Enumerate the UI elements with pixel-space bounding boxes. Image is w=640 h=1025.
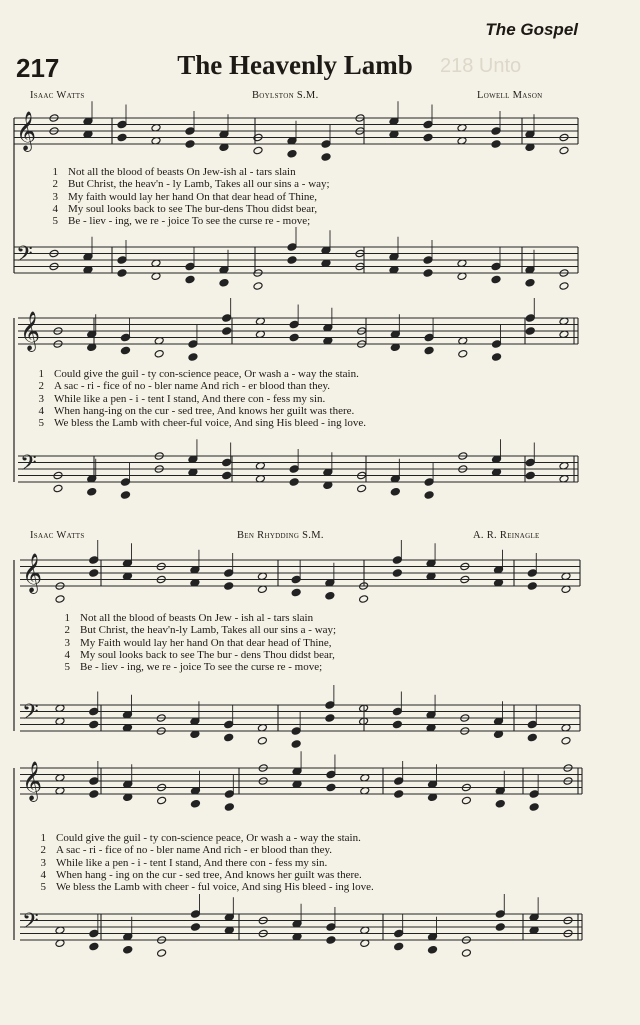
- note: [392, 707, 402, 716]
- note: [224, 790, 234, 799]
- verse-line: 4 When hang - ing on the cur - sed tree, And knows her guilt was there.: [40, 868, 362, 881]
- note: [394, 942, 404, 951]
- bass-clef-icon: 𝄢: [22, 700, 39, 730]
- note: [321, 153, 331, 162]
- verse-line: 1 Not all the blood of beasts On Jew-ish al - tars slain: [52, 166, 296, 178]
- note: [224, 733, 234, 742]
- note: [326, 783, 336, 792]
- note: [525, 278, 535, 287]
- note: [492, 340, 502, 349]
- verse-line: 3 While like a pen - i - tent I stand, And there con - fess my sin.: [38, 392, 326, 405]
- note: [287, 243, 297, 252]
- verse-block: [44, 166, 330, 227]
- note: [117, 120, 127, 129]
- treble-clef-icon: 𝄞: [16, 111, 37, 151]
- note: [291, 575, 301, 584]
- section-title: The Gospel: [485, 20, 578, 39]
- note: [120, 333, 130, 342]
- note: [120, 491, 130, 500]
- note: [326, 923, 336, 932]
- note: [495, 910, 505, 919]
- verse-block: [32, 832, 374, 893]
- note: [222, 327, 232, 336]
- lyricist-credit: Isaac Watts: [30, 530, 85, 541]
- note: [291, 588, 301, 597]
- note: [392, 569, 402, 578]
- note: [190, 923, 200, 932]
- verse-line: 5 We bless the Lamb with cheer - ful voice, And sing His bleed - ing love.: [40, 881, 374, 894]
- note: [123, 945, 133, 954]
- verse-line: 2 A sac - ri - fice of no - bler name And rich - er blood than they.: [38, 380, 331, 393]
- note: [423, 269, 433, 278]
- verse-line: 4 My soul looks back to see The bur-dens Thou didst bear,: [52, 202, 318, 215]
- note: [525, 471, 535, 480]
- note: [89, 790, 99, 799]
- note: [461, 949, 471, 958]
- bleed-through-text: 218 Unto: [440, 55, 522, 77]
- note: [491, 140, 501, 149]
- note: [495, 799, 505, 808]
- note: [89, 569, 99, 578]
- note: [424, 478, 434, 487]
- note: [423, 120, 433, 129]
- verse-line: 2 A sac - ri - fice of no - bler name And rich - er blood than they.: [40, 844, 333, 857]
- note: [190, 910, 200, 919]
- note: [527, 569, 537, 578]
- note: [321, 140, 331, 149]
- note: [289, 320, 299, 329]
- note: [495, 923, 505, 932]
- note: [529, 803, 539, 812]
- note: [287, 149, 297, 158]
- note: [87, 487, 97, 496]
- note: [525, 314, 535, 323]
- note: [423, 133, 433, 142]
- note: [325, 714, 335, 723]
- note: [222, 471, 232, 480]
- note: [89, 777, 99, 786]
- note: [291, 727, 301, 736]
- note: [224, 569, 234, 578]
- note: [326, 770, 336, 779]
- note: [561, 736, 571, 745]
- verse-line: 1 Could give the guil - ty con-science peace, Or wash a - way the stain.: [40, 832, 361, 844]
- note: [525, 327, 535, 336]
- note: [527, 720, 537, 729]
- hymn-title: The Heavenly Lamb: [177, 50, 413, 80]
- hymn-number: 217: [16, 53, 60, 83]
- note: [529, 790, 539, 799]
- verse-line: 3 My Faith would lay her hand On that dear head of Thine,: [64, 636, 332, 649]
- note: [219, 278, 229, 287]
- note: [224, 582, 234, 591]
- verse-line: 3 My faith would lay her hand On that dear head of Thine,: [52, 190, 318, 203]
- note: [491, 275, 501, 284]
- composer-credit: A. R. Reinagle: [473, 530, 540, 541]
- note: [89, 556, 99, 565]
- note: [491, 127, 501, 136]
- note: [253, 282, 263, 291]
- tune-name: Ben Rhydding S.M.: [237, 530, 324, 541]
- note: [222, 458, 232, 467]
- note: [120, 346, 130, 355]
- verse-line: 1 Could give the guil - ty con-science peace, Or wash a - way the stain.: [38, 368, 359, 380]
- note: [392, 720, 402, 729]
- note: [224, 720, 234, 729]
- note: [287, 256, 297, 265]
- note: [188, 340, 198, 349]
- verse-line: 2 But Christ, the heav'n - ly Lamb, Takes all our sins a - way;: [52, 178, 330, 191]
- note: [428, 945, 438, 954]
- note: [55, 595, 65, 604]
- note: [185, 275, 195, 284]
- note: [257, 736, 267, 745]
- note: [559, 146, 569, 155]
- note: [325, 591, 335, 600]
- note: [359, 595, 369, 604]
- note: [53, 484, 63, 493]
- note: [188, 353, 198, 362]
- note: [89, 929, 99, 938]
- note: [120, 478, 130, 487]
- verse-line: 1 Not all the blood of beasts On Jew - ish al - tars slain: [64, 612, 314, 624]
- note: [392, 556, 402, 565]
- note: [461, 796, 471, 805]
- note: [253, 146, 263, 155]
- composer-credit: Lowell Mason: [477, 90, 543, 101]
- verse-line: 3 While like a pen - i - tent I stand, And there con - fess my sin.: [40, 856, 328, 869]
- note: [89, 707, 99, 716]
- note: [326, 936, 336, 945]
- lyricist-credit: Isaac Watts: [30, 90, 85, 101]
- note: [559, 282, 569, 291]
- note: [394, 790, 404, 799]
- note: [289, 478, 299, 487]
- note: [527, 733, 537, 742]
- note: [154, 349, 164, 358]
- note: [394, 929, 404, 938]
- verse-line: 2 But Christ, the heav'n-ly Lamb, Takes all our sins a - way;: [64, 624, 337, 637]
- note: [525, 458, 535, 467]
- treble-clef-icon: 𝄞: [20, 311, 41, 351]
- verse-block: [30, 368, 366, 429]
- note: [185, 262, 195, 271]
- note: [390, 487, 400, 496]
- note: [492, 353, 502, 362]
- bass-clef-icon: 𝄢: [22, 909, 39, 939]
- note: [289, 465, 299, 474]
- note: [190, 799, 200, 808]
- treble-clef-icon: 𝄞: [22, 553, 43, 593]
- note: [424, 491, 434, 500]
- note: [423, 256, 433, 265]
- note: [527, 582, 537, 591]
- note: [117, 269, 127, 278]
- note: [89, 720, 99, 729]
- note: [224, 803, 234, 812]
- treble-clef-icon: 𝄞: [22, 761, 43, 801]
- note: [394, 777, 404, 786]
- note: [325, 701, 335, 710]
- bass-clef-icon: 𝄢: [20, 451, 37, 481]
- note: [157, 949, 167, 958]
- verse-line: 5 Be - liev - ing, we re - joice To see the curse re - move;: [64, 661, 323, 674]
- note: [458, 349, 468, 358]
- bass-clef-icon: 𝄢: [16, 242, 33, 272]
- verse-line: 4 When hang-ing on the cur - sed tree, And knows her guilt was there.: [38, 404, 355, 417]
- note: [289, 333, 299, 342]
- tune-name: Boylston S.M.: [252, 90, 319, 101]
- note: [117, 133, 127, 142]
- note: [424, 333, 434, 342]
- note: [424, 346, 434, 355]
- note: [222, 314, 232, 323]
- note: [185, 140, 195, 149]
- verse-block: [56, 612, 336, 673]
- note: [157, 796, 167, 805]
- note: [291, 740, 301, 749]
- note: [357, 484, 367, 493]
- verse-line: 5 Be - liev - ing, we re - joice To see the curse re - move;: [52, 215, 311, 228]
- note: [185, 127, 195, 136]
- verse-line: 5 We bless the Lamb with cheer-ful voice, And sing His bleed - ing love.: [38, 417, 367, 430]
- verse-line: 4 My soul looks back to see The bur - dens Thou didst bear,: [64, 648, 335, 661]
- note: [117, 256, 127, 265]
- note: [89, 942, 99, 951]
- note: [491, 262, 501, 271]
